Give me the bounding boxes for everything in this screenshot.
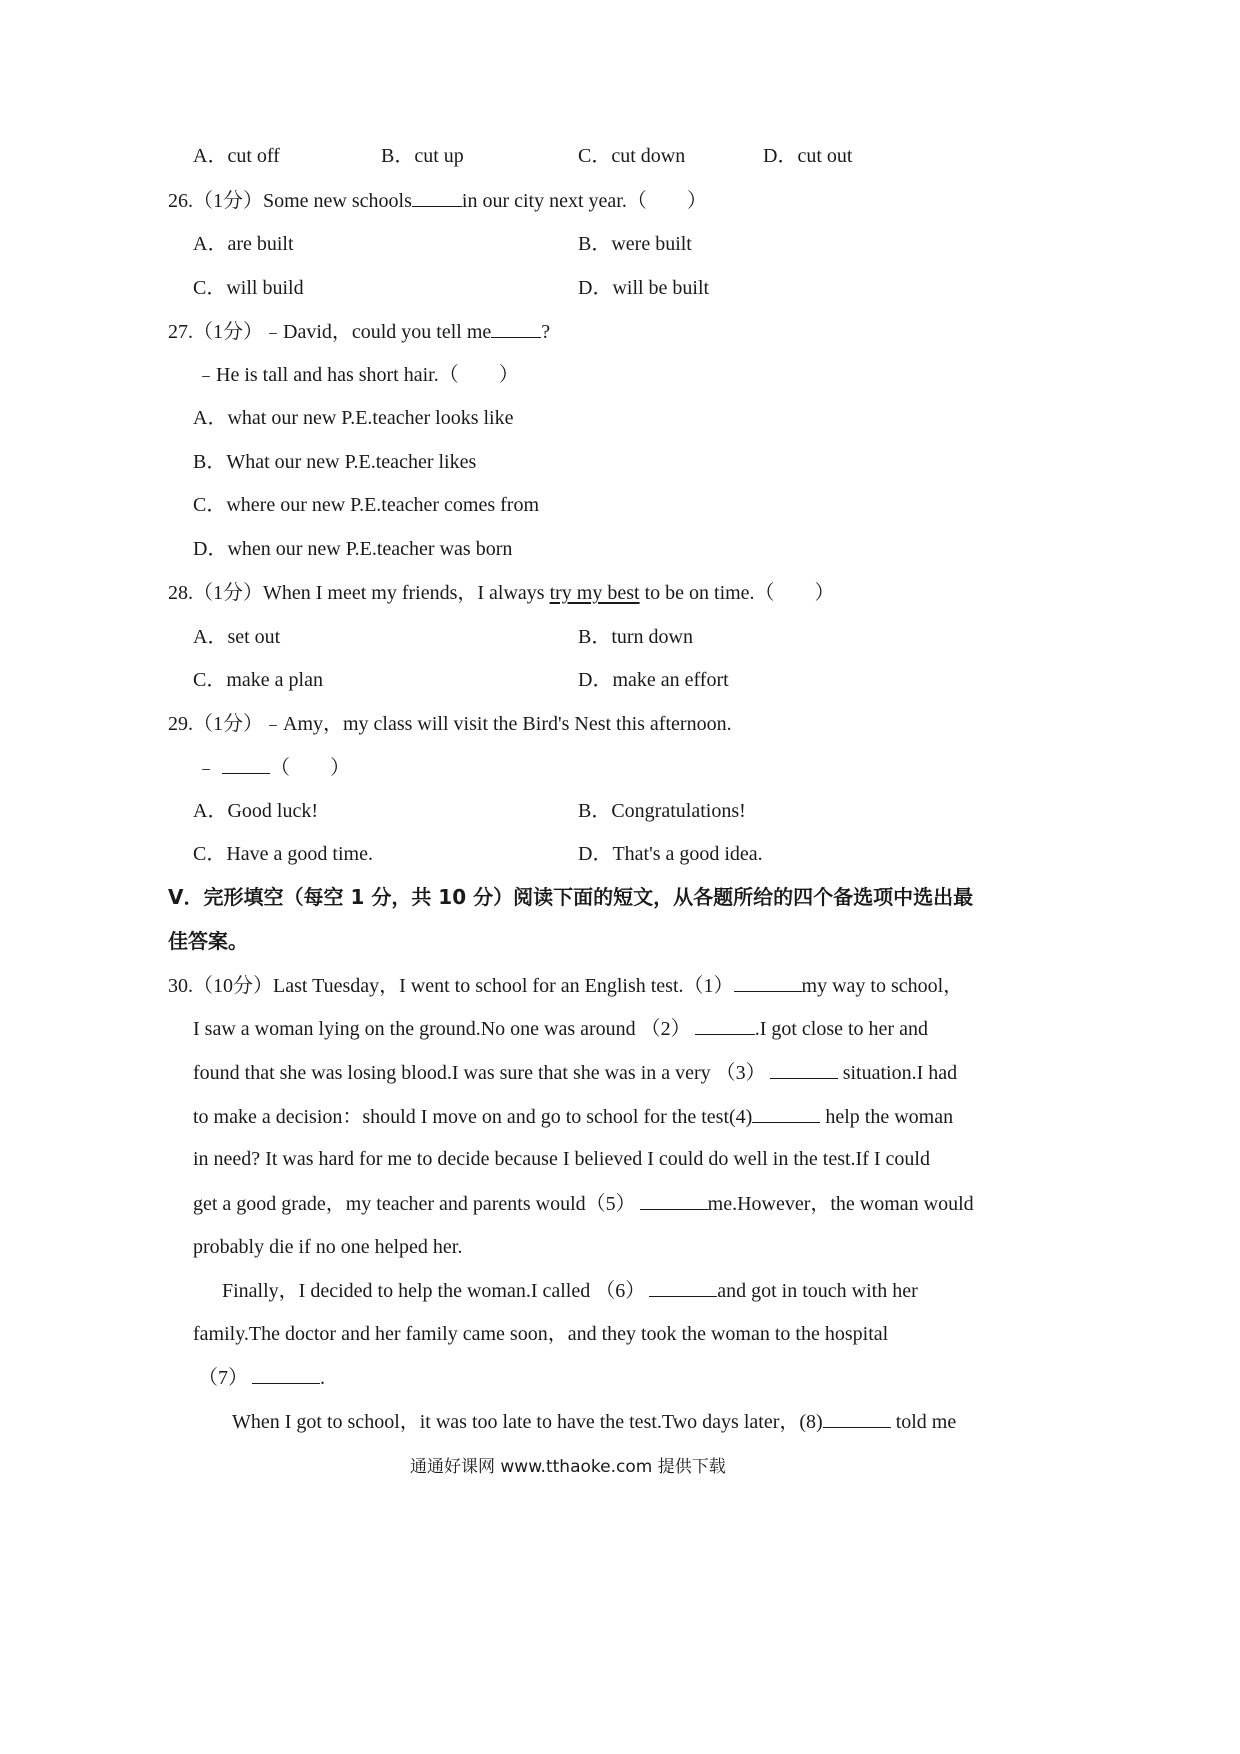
q29-stem: 29.（1分）﹣Amy，my class will visit the Bird's Nest this afternoon. — [168, 713, 732, 735]
passage-line: I saw a woman lying on the ground.No one was around （2） .I got close to her and — [193, 1018, 928, 1040]
answer-blank — [649, 1278, 717, 1297]
q28-option-d: D．make an effort — [578, 669, 729, 691]
answer-blank — [734, 973, 802, 992]
q29-option-d: D．That's a good idea. — [578, 843, 763, 865]
q25-option-b: B．cut up — [381, 145, 464, 167]
q29-option-a: A．Good luck! — [193, 800, 318, 822]
q26-option-b: B．were built — [578, 233, 692, 255]
answer-blank — [695, 1016, 755, 1035]
q28-option-b: B．turn down — [578, 626, 693, 648]
q27-reply: ﹣He is tall and has short hair.（ ） — [196, 364, 519, 386]
q29-option-c: C．Have a good time. — [193, 843, 373, 865]
underlined-phrase: try my best — [549, 582, 640, 604]
answer-blank — [823, 1409, 891, 1428]
q27-stem: 27.（1分）﹣David，could you tell me ? — [168, 321, 551, 343]
section-heading: V．完形填空（每空 1 分，共 10 分）阅读下面的短文，从各题所给的四个备选项中选出最 — [168, 885, 974, 909]
answer-blank — [412, 188, 462, 207]
passage-line: to make a decision：should I move on and go to school for the test(4) help the woman — [193, 1106, 954, 1128]
answer-blank — [752, 1104, 820, 1123]
q25-option-d: D．cut out — [763, 145, 853, 167]
q26-option-c: C．will build — [193, 277, 304, 299]
q26-stem: 26.（1分）Some new schools in our city next year.（ ） — [168, 190, 707, 212]
q29-reply: ﹣ （ ） — [196, 757, 350, 779]
passage-line: found that she was losing blood.I was sure that she was in a very （3） situation.I had — [193, 1062, 958, 1084]
passage-line: 30.（10分）Last Tuesday，I went to school for an English test.（1） my way to school， — [168, 975, 964, 997]
passage-line: Finally，I decided to help the woman.I called （6） and got in touch with her — [222, 1280, 918, 1302]
q27-option-d: D．when our new P.E.teacher was born — [193, 538, 513, 560]
q25-option-c: C．cut down — [578, 145, 686, 167]
footer-credit: 通通好课网 www.tthaoke.com 提供下载 — [410, 1457, 726, 1477]
answer-blank — [770, 1060, 838, 1079]
passage-line: family.The doctor and her family came soon，and they took the woman to the hospital — [193, 1323, 889, 1345]
q28-stem: 28.（1分）When I meet my friends，I always try my best to be on time.（ ） — [168, 582, 835, 604]
answer-blank — [491, 319, 541, 338]
q26-option-a: A．are built — [193, 233, 294, 255]
q26-option-d: D．will be built — [578, 277, 710, 299]
q25-option-a: A．cut off — [193, 145, 280, 167]
passage-line: get a good grade，my teacher and parents would（5） me.However，the woman would — [193, 1193, 974, 1215]
q27-option-b: B．What our new P.E.teacher likes — [193, 451, 477, 473]
q29-option-b: B．Congratulations! — [578, 800, 746, 822]
section-heading-cont: 佳答案。 — [168, 929, 248, 953]
q27-option-a: A．what our new P.E.teacher looks like — [193, 407, 514, 429]
passage-line: probably die if no one helped her. — [193, 1236, 463, 1258]
answer-blank — [222, 755, 270, 774]
q28-option-c: C．make a plan — [193, 669, 323, 691]
passage-line: （7） . — [198, 1367, 325, 1389]
answer-blank — [640, 1191, 708, 1210]
answer-blank — [252, 1365, 320, 1384]
passage-line: in need? It was hard for me to decide because I believed I could do well in the test.If I could — [193, 1148, 930, 1170]
q27-option-c: C．where our new P.E.teacher comes from — [193, 494, 539, 516]
passage-line: When I got to school，it was too late to have the test.Two days later，(8) told me — [232, 1411, 957, 1433]
q28-option-a: A．set out — [193, 626, 281, 648]
